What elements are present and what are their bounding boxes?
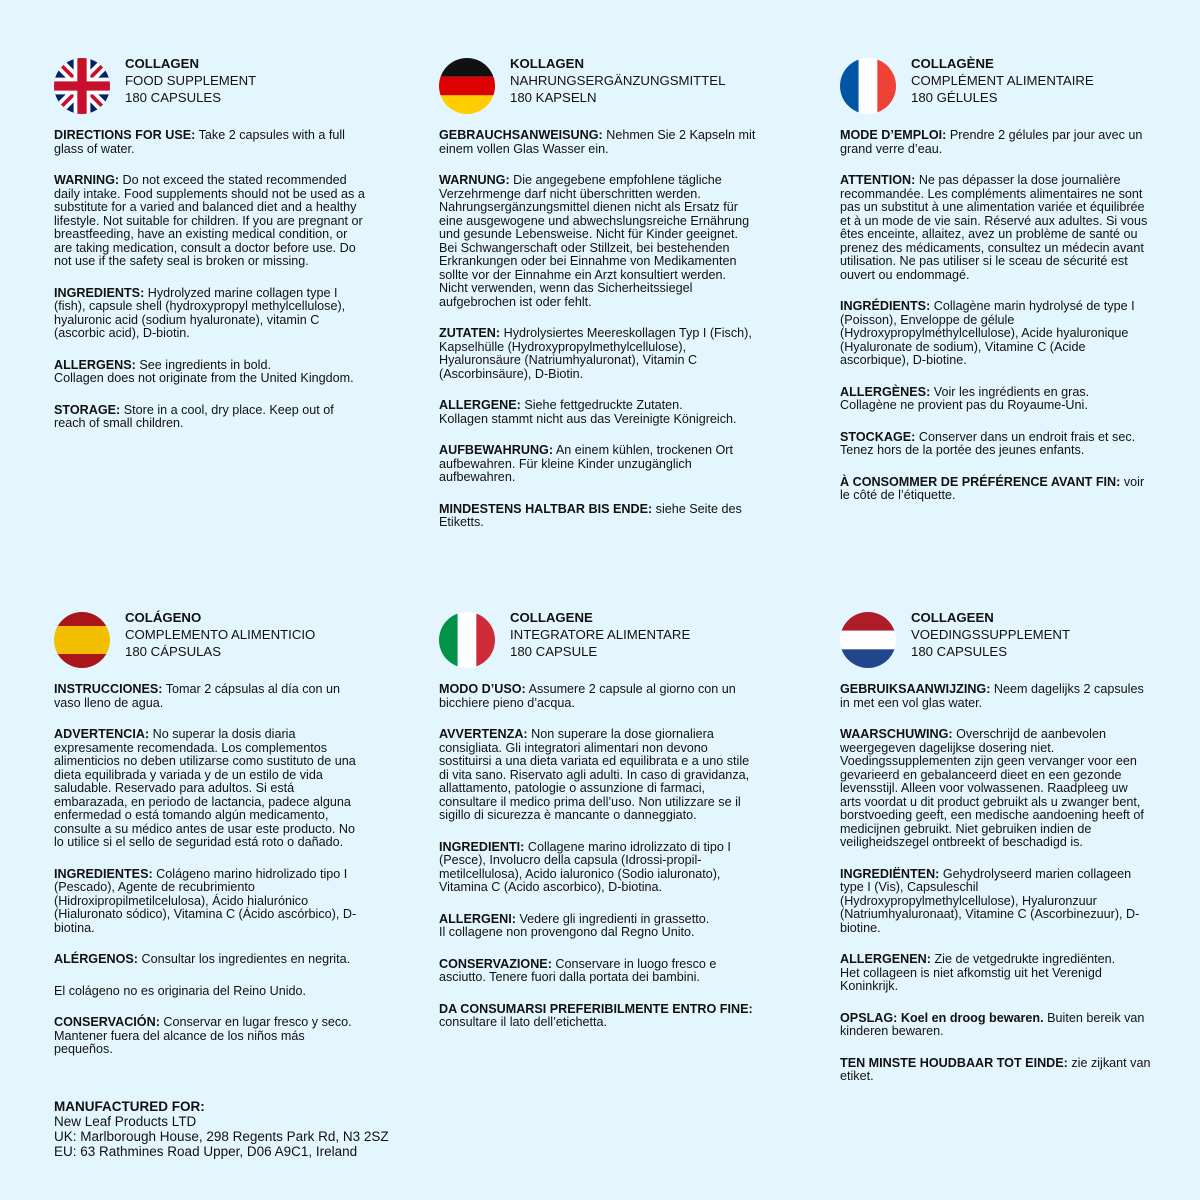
- section-label: ALLERGENI:: [439, 911, 516, 926]
- storage-section: [54, 404, 366, 431]
- product-name: COLÁGENO: [125, 610, 202, 625]
- origin-note: [54, 985, 366, 999]
- section-text: voir le côté de l’étiquette.: [840, 474, 1145, 502]
- section-label: WARNUNG:: [439, 173, 510, 187]
- ingredients-section: [439, 327, 757, 381]
- section-text: Nehmen Sie 2 Kapseln mit einem vollen Glas Wasser ein.: [439, 128, 756, 156]
- section-label: CONSERVAZIONE:: [439, 956, 552, 971]
- section-label: DA CONSUMARSI PREFERIBILMENTE ENTRO FINE:: [439, 1001, 753, 1016]
- section-label: CONSERVACIÓN:: [54, 1015, 160, 1029]
- italy-flag-icon: [439, 612, 495, 668]
- warning-section: [439, 728, 757, 823]
- allergens-section: [840, 953, 1152, 994]
- product-name: COLLAGEN: [125, 56, 199, 71]
- panel-sections: [54, 129, 366, 449]
- section-text: El colágeno no es originaria del Reino Unido.: [54, 983, 307, 998]
- warning-section: [840, 728, 1152, 850]
- manufacturer-info: [54, 1099, 389, 1159]
- directions-section: [439, 683, 757, 710]
- section-label: INGREDIËNTEN:: [840, 866, 940, 881]
- section-text: Overschrijd de aanbevolen weergegeven dagelijkse dosering niet. Voedingssupplementen zijn geen vervanger voor een gevarieerd en gebalanceerd dieet en een gezonde levensstijl. Alleen voor volwassenen. Raadpleeg uw arts voordat u dit product gebruikt als u zwanger bent, borstvoeding geeft, een medische aandoening heeft of medicijnen gebruikt. Niet gebruiken indien de veiligheidszegel ontbreekt of beschadigd is.: [840, 727, 1144, 849]
- panel-header: [54, 56, 366, 118]
- allergens-section: [54, 953, 366, 967]
- section-label: ALÉRGENOS:: [54, 952, 138, 966]
- warning-section: [439, 174, 757, 309]
- capsule-count: 180 GÉLULES: [911, 89, 998, 105]
- spain-flag-icon: [54, 612, 110, 668]
- allergens-section: [439, 913, 757, 940]
- section-text: See ingredients in bold.: [135, 357, 271, 372]
- section-text: Collagene marino idrolizzato di tipo I (Pesce), Involucro della capsula (Idrossi-propil-metilcellulosa), Acido ialuronico (Sodio ialuronato), Vitamina C (Acido ascorbico), D-biotina.: [439, 839, 731, 894]
- product-type: VOEDINGSSUPPLEMENT: [911, 626, 1071, 642]
- panel-titles: [911, 610, 1070, 660]
- section-label: ALLERGENE:: [439, 398, 521, 412]
- manufacturer-label: MANUFACTURED FOR:: [54, 1099, 205, 1114]
- section-text: Hydrolyzed marine collagen type I (fish), capsule shell (hydroxypropyl methylcellulose), hyaluronic acid (sodium hyaluronate), vitamin C (ascorbic acid), D-biotin.: [54, 285, 346, 340]
- section-extra: Collagène ne provient pas du Royaume-Uni.: [840, 398, 1088, 412]
- storage-section: [840, 431, 1148, 458]
- panel-german: [439, 56, 757, 529]
- directions-section: [840, 129, 1148, 156]
- section-text: Zie de vetgedrukte ingrediënten.: [930, 952, 1116, 966]
- panel-header: [439, 610, 757, 672]
- section-extra: consultare il lato dell’etichetta.: [439, 1015, 608, 1029]
- storage-section: [54, 1016, 366, 1057]
- section-text: Assumere 2 capsule al giorno con un bicchiere pieno d’acqua.: [439, 682, 736, 710]
- manufacturer-company: New Leaf Products LTD: [54, 1114, 197, 1129]
- section-text: Take 2 capsules with a full glass of water.: [54, 128, 345, 156]
- section-text: Store in a cool, dry place. Keep out of reach of small children.: [54, 402, 334, 430]
- product-name: KOLLAGEN: [510, 56, 584, 71]
- section-text: siehe Seite des Etiketts.: [439, 501, 742, 529]
- section-label: ATTENTION:: [840, 173, 916, 187]
- panel-titles: [125, 610, 315, 660]
- section-text: Conserver dans un endroit frais et sec. Tenez hors de la portée des jeunes enfants.: [840, 429, 1136, 457]
- section-label: AVVERTENZA:: [439, 727, 528, 741]
- manufacturer-uk-address: UK: Marlborough House, 298 Regents Park Rd, N3 2SZ: [54, 1129, 389, 1144]
- section-text: An einem kühlen, trockenen Ort aufbewahren. Für kleine Kinder unzugänglich aufbewahren.: [439, 443, 733, 484]
- section-label: WAARSCHUWING:: [840, 727, 953, 741]
- section-label: DIRECTIONS FOR USE:: [54, 128, 196, 142]
- section-text: Conservar en lugar fresco y seco. Mantener fuera del alcance de los niños más pequeños.: [54, 1015, 352, 1056]
- panel-sections: [439, 129, 757, 548]
- section-label: MODO D’USO:: [439, 682, 526, 696]
- section-label: MINDESTENS HALTBAR BIS ENDE:: [439, 501, 653, 516]
- panel-header: [54, 610, 366, 672]
- best-before-section: [439, 503, 757, 530]
- storage-section: [439, 958, 757, 985]
- panel-titles: [510, 610, 690, 660]
- section-label: ALLERGENEN:: [840, 952, 931, 966]
- manufacturer-eu-address: EU: 63 Rathmines Road Upper, D06 A9C1, Ireland: [54, 1144, 358, 1159]
- germany-flag-icon: [439, 58, 495, 114]
- section-label: INSTRUCCIONES:: [54, 682, 163, 696]
- ingredients-section: [54, 287, 366, 341]
- uk-flag-icon: [54, 58, 110, 114]
- warning-section: [840, 174, 1148, 282]
- section-text: Collagène marin hydrolysé de type I (Poisson), Enveloppe de gélule (Hydroxypropylméthylcellulose), Acide hyaluronique (Hyaluronate de sodium), Vitamine C (Acide ascorbique), D-biotine.: [840, 299, 1135, 367]
- section-label: STORAGE:: [54, 402, 121, 417]
- section-text: Tomar 2 cápsulas al día con un vaso lleno de agua.: [54, 682, 341, 710]
- section-label: INGREDIENTS:: [54, 285, 145, 300]
- warning-section: [54, 174, 366, 269]
- section-text: Non superare la dose giornaliera consigliata. Gli integratori alimentari non devono sostituirsi a una dieta variata ed equilibrata e a uno stile di vita sano. Riservato agli adulti. In caso di gravidanza, allattamento, patologie o assunzione di farmaci, consultare il medico prima dell’uso. Non utilizzare se il sigillo di sicurezza è mancante o danneggiato.: [439, 727, 750, 822]
- section-label: WARNING:: [54, 173, 120, 187]
- section-label: À CONSOMMER DE PRÉFÉRENCE AVANT FIN:: [840, 474, 1121, 489]
- warning-section: [54, 728, 366, 850]
- best-before-section: [439, 1003, 757, 1030]
- capsule-count: 180 KAPSELN: [510, 89, 597, 105]
- section-label: STOCKAGE:: [840, 429, 916, 444]
- section-text: Neem dagelijks 2 capsules in met een vol glas water.: [840, 682, 1144, 710]
- section-text: Prendre 2 gélules par jour avec un grand verre d’eau.: [840, 128, 1143, 156]
- panel-french: [840, 56, 1148, 502]
- section-label: INGRÉDIENTS:: [840, 299, 931, 313]
- panel-sections: [54, 683, 366, 1075]
- section-label: INGREDIENTI:: [439, 839, 525, 854]
- panel-sections: [439, 683, 757, 1048]
- section-extra: Il collagene non provengono dal Regno Unito.: [439, 925, 695, 939]
- product-type: FOOD SUPPLEMENT: [125, 72, 257, 88]
- directions-section: [54, 129, 366, 156]
- ingredients-section: [840, 300, 1148, 368]
- section-label: ALLERGÈNES:: [840, 384, 931, 399]
- ingredients-section: [54, 868, 366, 936]
- product-name: COLLAGÈNE: [911, 56, 994, 71]
- panel-english: [54, 56, 366, 430]
- product-type: INTEGRATORE ALIMENTARE: [510, 626, 691, 642]
- panel-titles: [911, 56, 1094, 106]
- section-label: GEBRUIKSAANWIJZING:: [840, 682, 991, 696]
- panel-header: [439, 56, 757, 118]
- product-type: NAHRUNGSERGÄNZUNGSMITTEL: [510, 72, 726, 88]
- capsule-count: 180 CAPSULES: [125, 89, 222, 105]
- best-before-section: [840, 476, 1148, 503]
- ingredients-section: [439, 841, 757, 895]
- section-text: Consultar los ingredientes en negrita.: [137, 952, 351, 966]
- directions-section: [54, 683, 366, 710]
- capsule-count: 180 CAPSULE: [510, 643, 598, 659]
- panel-header: [840, 56, 1148, 118]
- product-name: COLLAGEEN: [911, 610, 994, 625]
- section-text: Ne pas dépasser la dose journalière recommandée. Les compléments alimentaires ne sont pas un substitut à une alimentation variée et équilibrée et à un mode de vie sain. Réservé aux adultes. Si vous êtes enceinte, allaitez, avez un problème de santé ou prenez des médicaments, consultez un médecin avant utilisation. Ne pas utiliser si le sceau de sécurité est ouvert ou endommagé.: [840, 173, 1148, 282]
- section-text: Colágeno marino hidrolizado tipo I (Pescado), Agente de recubrimiento (Hidroxipropilmetilcelulosa), Ácido hialurónico (Hialuronato sódico), Vitamina C (Ácido ascórbico), D-biotina.: [54, 866, 357, 935]
- section-extra: Kollagen stammt nicht aus das Vereinigte Königreich.: [439, 411, 737, 426]
- panel-sections: [840, 129, 1148, 521]
- directions-section: [439, 129, 757, 156]
- panel-titles: [125, 56, 256, 106]
- capsule-count: 180 CAPSULES: [911, 643, 1008, 659]
- netherlands-flag-icon: [840, 612, 896, 668]
- section-extra: Collagen does not originate from the United Kingdom.: [54, 371, 354, 385]
- panel-italian: [439, 610, 757, 1029]
- product-type: COMPLEMENTO ALIMENTICIO: [125, 626, 316, 642]
- section-text: Siehe fettgedruckte Zutaten.: [520, 398, 683, 412]
- section-text: Conservare in luogo fresco e asciutto. Tenere fuori dalla portata dei bambini.: [439, 956, 717, 984]
- best-before-section: [840, 1057, 1152, 1084]
- section-label: ZUTATEN:: [439, 326, 501, 340]
- section-text: Die angegebene empfohlene tägliche Verzehrmenge darf nicht überschritten werden. Nahrungsergänzungsmittel dienen nicht als Ersatz für eine ausgewogene und abwechslungsreiche Ernährung und gesunde Lebensweise. Nicht für Kinder geeignet. Bei Schwangerschaft oder Stillzeit, bei bestehenden Erkrankungen oder bei Einnahme von Medikamenten sollte vor der Einnahme ein Arzt konsultiert werden. Nicht verwenden, wenn das Sicherheitssiegel aufgebrochen ist oder fehlt.: [439, 173, 750, 309]
- section-text: zie zijkant van etiket.: [840, 1055, 1151, 1083]
- panel-header: [840, 610, 1152, 672]
- section-label: ADVERTENCIA:: [54, 727, 150, 741]
- section-text: Hydrolysiertes Meereskollagen Typ I (Fisch), Kapselhülle (Hydroxypropylmethylcellulose), Hyaluronsäure (Natriumhyaluronat), Vitamin C (Ascorbinsäure), D-Biotin.: [439, 326, 752, 381]
- section-text: Voir les ingrédients en gras.: [930, 384, 1090, 399]
- section-text: Buiten bereik van kinderen bewaren.: [840, 1010, 1145, 1038]
- section-label: INGREDIENTES:: [54, 866, 153, 881]
- directions-section: [840, 683, 1152, 710]
- storage-section: [840, 1012, 1152, 1039]
- section-text: Do not exceed the stated recommended daily intake. Food supplements should not be used as a substitute for a varied and balanced diet and a healthy lifestyle. Not suitable for children. If you are pregnant or breastfeeding, have an existing medical condition, or are taking medication, consult a doctor before use. Do not use if the safety seal is broken or missing.: [54, 173, 365, 268]
- panel-sections: [840, 683, 1152, 1102]
- section-text: Vedere gli ingredienti in grassetto.: [515, 911, 710, 926]
- section-label: GEBRAUCHSANWEISUNG:: [439, 128, 603, 142]
- panel-dutch: [840, 610, 1152, 1083]
- product-type: COMPLÉMENT ALIMENTAIRE: [911, 72, 1094, 88]
- capsule-count: 180 CÁPSULAS: [125, 643, 222, 659]
- ingredients-section: [840, 868, 1152, 936]
- product-name: COLLAGENE: [510, 610, 593, 625]
- section-text: Gehydrolyseerd marien collageen type I (Vis), Capsuleschil (Hydroxypropylmethylcellulose), Hyaluronzuur (Natriumhyaluronaat), Vitamine C (Ascorbinezuur), D-biotine.: [840, 866, 1140, 935]
- storage-section: [439, 444, 757, 485]
- section-label: MODE D’EMPLOI:: [840, 128, 947, 142]
- france-flag-icon: [840, 58, 896, 114]
- panel-spanish: [54, 610, 366, 1056]
- section-text: No superar la dosis diaria expresamente recomendada. Los complementos alimenticios no deben utilizarse como sustituto de una dieta equilibrada y variada y de un estilo de vida saludable. Reservado para adultos. Si está embarazada, en periodo de lactancia, padece alguna enfermedad o está tomando algún medicamento, consulte a su médico antes de usar este producto. No lo utilice si el sello de seguridad está roto o dañado.: [54, 727, 356, 849]
- allergens-section: [54, 359, 366, 386]
- section-label: OPSLAG: Koel en droog bewaren.: [840, 1010, 1044, 1025]
- allergens-section: [840, 386, 1148, 413]
- section-label: AUFBEWAHRUNG:: [439, 443, 554, 457]
- allergens-section: [439, 399, 757, 426]
- section-label: ALLERGENS:: [54, 357, 136, 372]
- section-extra: Het collageen is niet afkomstig uit het Verenigd Koninkrijk.: [840, 965, 1102, 993]
- panel-titles: [510, 56, 725, 106]
- section-label: TEN MINSTE HOUDBAAR TOT EINDE:: [840, 1055, 1068, 1070]
